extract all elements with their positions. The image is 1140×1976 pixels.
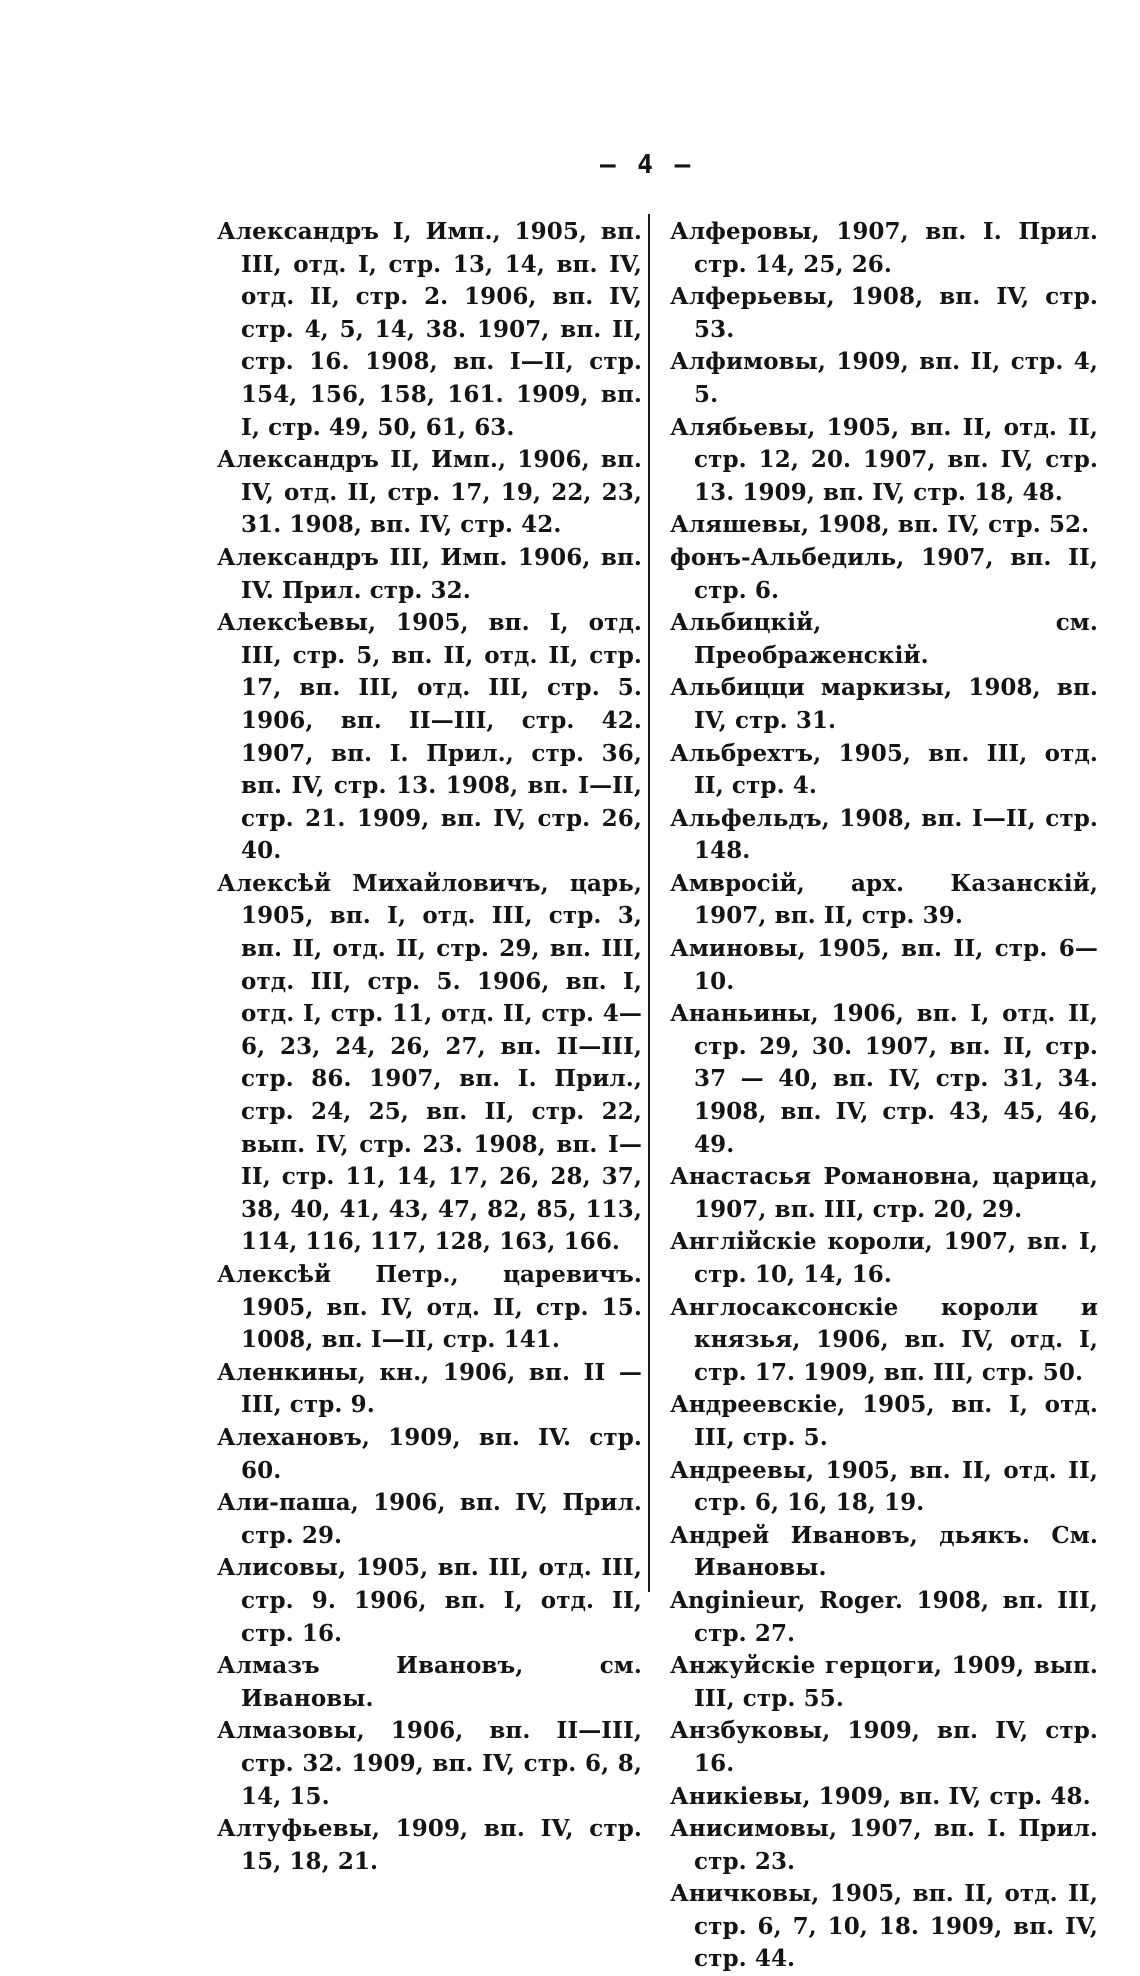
index-entry: Алферьевы, 1908, вп. IV, стр. 53. [670,283,1098,343]
index-entry: Анисимовы, 1907, вп. I. Прил. стр. 23. [670,1815,1098,1875]
index-entry: Алмазовы, 1906, вп. II—III, стр. 32. 1909, вп. IV, стр. 6, 8, 14, 15. [217,1717,642,1810]
index-entry: Англійскіе короли, 1907, вп. I, стр. 10, 14, 16. [670,1228,1098,1288]
index-entry: Аминовы, 1905, вп. II, стр. 6—10. [670,935,1098,995]
index-entry: Алексѣевы, 1905, вп. I, отд. III, стр. 5, вп. II, отд. II, стр. 17, вп. III, отд. III, стр. 5. 1906, вп. II—III, стр. 42. 1907, вп. I. Прил., стр. 36, вп. IV, стр. 13. 1908, вп. I—II, стр. 21. 1909, вп. IV, стр. 26, 40. [217,609,642,865]
index-entry: Андрей Ивановъ, дьякъ. См. Ивановы. [670,1521,1098,1582]
index-entry: Алексѣй Михайловичъ, царь, 1905, вп. I, отд. III, стр. 3, вп. II, отд. II, стр. 29, вп. III, отд. III, стр. 5. 1906, вп. I, отд. I, стр. 11, отд. II, стр. 4—6, 23, 24, 26, 27, вп. II—III, стр. 86. 1907, вп. I. Прил., стр. 24, 25, вп. II, стр. 22, вып. IV, стр. 23. 1908, вп. I—II, стр. 11, 14, 17, 26, 28, 37, 38, 40, 41, 43, 47, 82, 85, 113, 114, 116, 117, 128, 163, 166. [217,869,642,1256]
index-entry: Аленкины, кн., 1906, вп. II — III, стр. 9. [217,1358,642,1419]
index-entry: Ананьины, 1906, вп. I, отд. II, стр. 29, 30. 1907, вп. II, стр. 37 — 40, вп. IV, стр. 31, 34. 1908, вп. IV, стр. 43, 45, 46, 49. [670,1000,1098,1158]
index-entry: фонъ-Альбедиль, 1907, вп. II, стр. 6. [670,543,1098,604]
index-entry: Алябьевы, 1905, вп. II, отд. II, стр. 12, 20. 1907, вп. IV, стр. 13. 1909, вп. IV, стр. 18, 48. [670,413,1098,506]
index-entry: Александръ II, Имп., 1906, вп. IV, отд. II, стр. 17, 19, 22, 23, 31. 1908, вп. IV, стр. 42. [217,446,642,539]
index-entry: Anginieur, Roger. 1908, вп. III, стр. 27. [670,1586,1098,1647]
index-entry: Альбицкій, см. Преображенскій. [670,609,1098,669]
index-entry: Анастасья Романовна, царица, 1907, вп. III, стр. 20, 29. [670,1163,1098,1223]
index-entry: Алмазъ Ивановъ, см. Ивановы. [217,1652,642,1712]
index-entry: Али-паша, 1906, вп. IV, Прил. стр. 29. [217,1489,642,1549]
index-entry: Альбрехтъ, 1905, вп. III, отд. II, стр. 4. [670,739,1098,800]
index-entry: Анзбуковы, 1909, вп. IV, стр. 16. [670,1717,1098,1777]
index-entry: Аникіевы, 1909, вп. IV, стр. 48. [670,1782,1091,1810]
index-entry: Аляшевы, 1908, вп. IV, стр. 52. [670,511,1090,539]
index-entry: Алтуфьевы, 1909, вп. IV, стр. 15, 18, 21. [217,1815,642,1875]
right-column [670,216,1098,1976]
index-entry: Англосаксонскіе короли и князья, 1906, вп. IV, отд. I, стр. 17. 1909, вп. III, стр. 50. [670,1293,1098,1386]
index-entry: Алисовы, 1905, вп. III, отд. III, стр. 9. 1906, вп. I, отд. II, стр. 16. [217,1554,642,1647]
index-entry: Анжуйскіе герцоги, 1909, вып. III, стр. 55. [670,1652,1098,1712]
index-entry: Алфимовы, 1909, вп. II, стр. 4, 5. [670,348,1098,408]
index-entry: Андреевскіе, 1905, вп. I, отд. III, стр. 5. [670,1391,1098,1451]
index-entry: Амвросій, арх. Казанскій, 1907, вп. II, стр. 39. [670,869,1098,930]
index-entry: Альбицци маркизы, 1908, вп. IV, стр. 31. [670,674,1098,734]
index-entry: Алексѣй Петр., царевичъ. 1905, вп. IV, отд. II, стр. 15. 1008, вп. I—II, стр. 141. [217,1261,642,1354]
index-entry: Алехановъ, 1909, вп. IV. стр. 60. [217,1423,642,1484]
page-number: — 4 — [600,150,694,180]
index-entry: Александръ I, Имп., 1905, вп. III, отд. I, стр. 13, 14, вп. IV, отд. II, стр. 2. 1906, вп. IV, стр. 4, 5, 14, 38. 1907, вп. II, стр. 16. 1908, вп. I—II, стр. 154, 156, 158, 161. 1909, вп. I, стр. 49, 50, 61, 63. [217,218,642,441]
index-entry: Алферовы, 1907, вп. I. Прил. стр. 14, 25, 26. [670,218,1098,278]
index-entry: Андреевы, 1905, вп. II, отд. II, стр. 6, 16, 18, 19. [670,1456,1098,1517]
left-column [217,216,642,1878]
column-divider [648,214,650,1592]
index-entry: Аничковы, 1905, вп. II, отд. II, стр. 6, 7, 10, 18. 1909, вп. IV, стр. 44. [670,1880,1098,1973]
index-entry: Александръ III, Имп. 1906, вп. IV. Прил. стр. 32. [217,543,642,604]
index-entry: Альфельдъ, 1908, вп. I—II, стр. 148. [670,804,1098,865]
